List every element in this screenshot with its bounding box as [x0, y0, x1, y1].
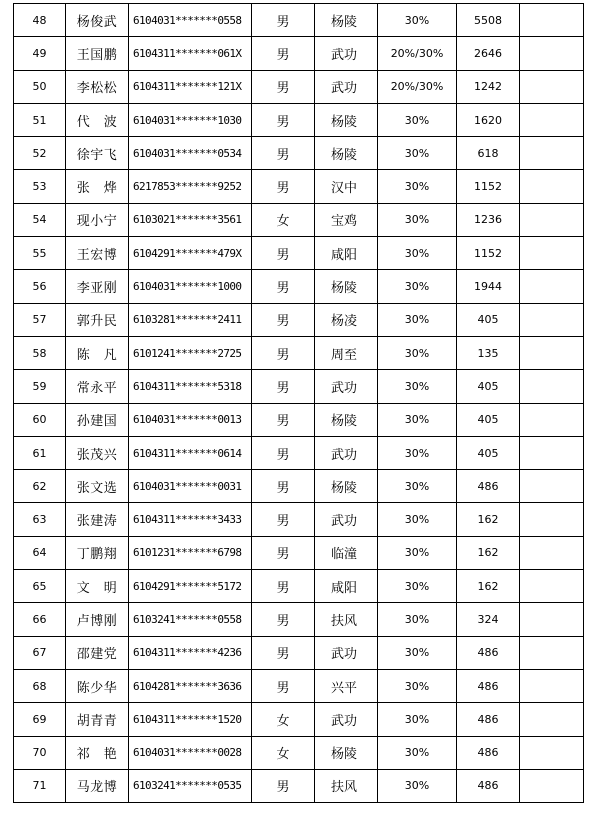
row-number: 69 — [14, 703, 66, 736]
amount: 486 — [457, 703, 520, 736]
amount: 2646 — [457, 37, 520, 70]
remark-cell — [520, 669, 584, 702]
id-number: 6104031*******1000 — [129, 270, 252, 303]
hometown: 兴平 — [315, 669, 378, 702]
id-number: 6104311*******5318 — [129, 370, 252, 403]
gender: 男 — [252, 336, 315, 369]
record-table — [13, 3, 584, 803]
hometown: 武功 — [315, 503, 378, 536]
table-row — [14, 70, 584, 103]
table-row — [14, 503, 584, 536]
amount: 162 — [457, 536, 520, 569]
gender: 男 — [252, 470, 315, 503]
hometown: 扶风 — [315, 769, 378, 802]
amount: 486 — [457, 736, 520, 769]
ratio: 30% — [378, 403, 457, 436]
hometown: 杨陵 — [315, 4, 378, 37]
table-row — [14, 470, 584, 503]
row-number: 53 — [14, 170, 66, 203]
ratio: 30% — [378, 669, 457, 702]
id-number: 6217853*******9252 — [129, 170, 252, 203]
amount: 135 — [457, 336, 520, 369]
amount: 405 — [457, 370, 520, 403]
remark-cell — [520, 303, 584, 336]
row-number: 56 — [14, 270, 66, 303]
hometown: 汉中 — [315, 170, 378, 203]
id-number: 6103241*******0535 — [129, 769, 252, 802]
gender: 男 — [252, 370, 315, 403]
ratio: 30% — [378, 4, 457, 37]
amount: 162 — [457, 503, 520, 536]
table-row — [14, 769, 584, 802]
remark-cell — [520, 736, 584, 769]
id-number: 6104311*******061X — [129, 37, 252, 70]
id-number: 6104311*******4236 — [129, 636, 252, 669]
amount: 1236 — [457, 203, 520, 236]
id-number: 6104311*******121X — [129, 70, 252, 103]
row-number: 61 — [14, 436, 66, 469]
amount: 5508 — [457, 4, 520, 37]
amount: 162 — [457, 570, 520, 603]
remark-cell — [520, 603, 584, 636]
hometown: 杨凌 — [315, 303, 378, 336]
row-number: 68 — [14, 669, 66, 702]
remark-cell — [520, 703, 584, 736]
gender: 男 — [252, 70, 315, 103]
id-number: 6104031*******1030 — [129, 103, 252, 136]
hometown: 杨陵 — [315, 137, 378, 170]
record-table-body — [14, 4, 584, 803]
id-number: 6104031*******0534 — [129, 137, 252, 170]
person-name: 马龙博 — [66, 769, 129, 802]
table-row — [14, 536, 584, 569]
table-row — [14, 403, 584, 436]
row-number: 50 — [14, 70, 66, 103]
remark-cell — [520, 570, 584, 603]
remark-cell — [520, 636, 584, 669]
ratio: 30% — [378, 470, 457, 503]
ratio: 20%/30% — [378, 70, 457, 103]
table-row — [14, 37, 584, 70]
table-row — [14, 669, 584, 702]
remark-cell — [520, 4, 584, 37]
ratio: 30% — [378, 237, 457, 270]
table-row — [14, 170, 584, 203]
table-row — [14, 303, 584, 336]
gender: 男 — [252, 603, 315, 636]
hometown: 武功 — [315, 636, 378, 669]
id-number: 6104281*******3636 — [129, 669, 252, 702]
ratio: 30% — [378, 736, 457, 769]
hometown: 武功 — [315, 37, 378, 70]
hometown: 宝鸡 — [315, 203, 378, 236]
gender: 女 — [252, 703, 315, 736]
row-number: 60 — [14, 403, 66, 436]
person-name: 王宏博 — [66, 237, 129, 270]
remark-cell — [520, 137, 584, 170]
gender: 男 — [252, 270, 315, 303]
ratio: 30% — [378, 137, 457, 170]
person-name: 代 波 — [66, 103, 129, 136]
table-row — [14, 603, 584, 636]
gender: 女 — [252, 203, 315, 236]
amount: 1242 — [457, 70, 520, 103]
id-number: 6103281*******2411 — [129, 303, 252, 336]
amount: 1620 — [457, 103, 520, 136]
id-number: 6104311*******3433 — [129, 503, 252, 536]
table-row — [14, 436, 584, 469]
remark-cell — [520, 170, 584, 203]
person-name: 陈 凡 — [66, 336, 129, 369]
row-number: 71 — [14, 769, 66, 802]
id-number: 6104291*******479X — [129, 237, 252, 270]
table-row — [14, 137, 584, 170]
person-name: 张建涛 — [66, 503, 129, 536]
remark-cell — [520, 103, 584, 136]
ratio: 30% — [378, 636, 457, 669]
id-number: 6101231*******6798 — [129, 536, 252, 569]
table-row — [14, 736, 584, 769]
amount: 324 — [457, 603, 520, 636]
row-number: 54 — [14, 203, 66, 236]
hometown: 杨陵 — [315, 736, 378, 769]
id-number: 6104031*******0558 — [129, 4, 252, 37]
person-name: 王国鹏 — [66, 37, 129, 70]
hometown: 杨陵 — [315, 270, 378, 303]
person-name: 张茂兴 — [66, 436, 129, 469]
ratio: 30% — [378, 769, 457, 802]
ratio: 30% — [378, 436, 457, 469]
table-row — [14, 336, 584, 369]
hometown: 咸阳 — [315, 570, 378, 603]
hometown: 武功 — [315, 370, 378, 403]
row-number: 64 — [14, 536, 66, 569]
table-row — [14, 103, 584, 136]
amount: 618 — [457, 137, 520, 170]
hometown: 临潼 — [315, 536, 378, 569]
row-number: 62 — [14, 470, 66, 503]
table-row — [14, 237, 584, 270]
gender: 男 — [252, 170, 315, 203]
amount: 1152 — [457, 237, 520, 270]
ratio: 30% — [378, 203, 457, 236]
ratio: 30% — [378, 270, 457, 303]
amount: 1944 — [457, 270, 520, 303]
ratio: 30% — [378, 370, 457, 403]
gender: 男 — [252, 37, 315, 70]
ratio: 30% — [378, 103, 457, 136]
gender: 男 — [252, 503, 315, 536]
table-row — [14, 4, 584, 37]
ratio: 30% — [378, 503, 457, 536]
hometown: 扶风 — [315, 603, 378, 636]
person-name: 丁鹏翔 — [66, 536, 129, 569]
person-name: 现小宁 — [66, 203, 129, 236]
row-number: 63 — [14, 503, 66, 536]
table-row — [14, 703, 584, 736]
remark-cell — [520, 769, 584, 802]
remark-cell — [520, 436, 584, 469]
row-number: 59 — [14, 370, 66, 403]
ratio: 30% — [378, 170, 457, 203]
gender: 男 — [252, 303, 315, 336]
remark-cell — [520, 370, 584, 403]
id-number: 6104311*******0614 — [129, 436, 252, 469]
person-name: 卢博刚 — [66, 603, 129, 636]
amount: 486 — [457, 470, 520, 503]
gender: 男 — [252, 669, 315, 702]
gender: 男 — [252, 536, 315, 569]
person-name: 常永平 — [66, 370, 129, 403]
gender: 男 — [252, 237, 315, 270]
row-number: 55 — [14, 237, 66, 270]
person-name: 李松松 — [66, 70, 129, 103]
hometown: 杨陵 — [315, 403, 378, 436]
person-name: 张文选 — [66, 470, 129, 503]
table-row — [14, 570, 584, 603]
person-name: 文 明 — [66, 570, 129, 603]
row-number: 57 — [14, 303, 66, 336]
id-number: 6103241*******0558 — [129, 603, 252, 636]
remark-cell — [520, 270, 584, 303]
hometown: 杨陵 — [315, 470, 378, 503]
id-number: 6104031*******0028 — [129, 736, 252, 769]
ratio: 30% — [378, 603, 457, 636]
id-number: 6101241*******2725 — [129, 336, 252, 369]
amount: 1152 — [457, 170, 520, 203]
gender: 男 — [252, 636, 315, 669]
row-number: 49 — [14, 37, 66, 70]
ratio: 30% — [378, 536, 457, 569]
person-name: 陈少华 — [66, 669, 129, 702]
person-name: 邵建党 — [66, 636, 129, 669]
person-name: 祁 艳 — [66, 736, 129, 769]
row-number: 58 — [14, 336, 66, 369]
gender: 女 — [252, 736, 315, 769]
hometown: 武功 — [315, 436, 378, 469]
ratio: 20%/30% — [378, 37, 457, 70]
gender: 男 — [252, 103, 315, 136]
remark-cell — [520, 536, 584, 569]
gender: 男 — [252, 769, 315, 802]
ratio: 30% — [378, 570, 457, 603]
id-number: 6104311*******1520 — [129, 703, 252, 736]
amount: 405 — [457, 436, 520, 469]
id-number: 6104291*******5172 — [129, 570, 252, 603]
person-name: 杨俊武 — [66, 4, 129, 37]
table-row — [14, 270, 584, 303]
id-number: 6104031*******0013 — [129, 403, 252, 436]
hometown: 杨陵 — [315, 103, 378, 136]
amount: 486 — [457, 636, 520, 669]
person-name: 胡青青 — [66, 703, 129, 736]
amount: 405 — [457, 403, 520, 436]
row-number: 51 — [14, 103, 66, 136]
remark-cell — [520, 503, 584, 536]
ratio: 30% — [378, 303, 457, 336]
amount: 405 — [457, 303, 520, 336]
table-row — [14, 203, 584, 236]
row-number: 70 — [14, 736, 66, 769]
person-name: 李亚刚 — [66, 270, 129, 303]
person-name: 张 烨 — [66, 170, 129, 203]
table-row — [14, 636, 584, 669]
remark-cell — [520, 336, 584, 369]
gender: 男 — [252, 570, 315, 603]
table-row — [14, 370, 584, 403]
gender: 男 — [252, 403, 315, 436]
remark-cell — [520, 70, 584, 103]
row-number: 67 — [14, 636, 66, 669]
row-number: 65 — [14, 570, 66, 603]
remark-cell — [520, 403, 584, 436]
hometown: 咸阳 — [315, 237, 378, 270]
ratio: 30% — [378, 336, 457, 369]
amount: 486 — [457, 769, 520, 802]
hometown: 武功 — [315, 703, 378, 736]
remark-cell — [520, 203, 584, 236]
remark-cell — [520, 237, 584, 270]
remark-cell — [520, 470, 584, 503]
row-number: 48 — [14, 4, 66, 37]
amount: 486 — [457, 669, 520, 702]
row-number: 66 — [14, 603, 66, 636]
person-name: 郭升民 — [66, 303, 129, 336]
id-number: 6104031*******0031 — [129, 470, 252, 503]
hometown: 武功 — [315, 70, 378, 103]
hometown: 周至 — [315, 336, 378, 369]
ratio: 30% — [378, 703, 457, 736]
gender: 男 — [252, 436, 315, 469]
remark-cell — [520, 37, 584, 70]
person-name: 徐宇飞 — [66, 137, 129, 170]
gender: 男 — [252, 4, 315, 37]
id-number: 6103021*******3561 — [129, 203, 252, 236]
gender: 男 — [252, 137, 315, 170]
person-name: 孙建国 — [66, 403, 129, 436]
row-number: 52 — [14, 137, 66, 170]
